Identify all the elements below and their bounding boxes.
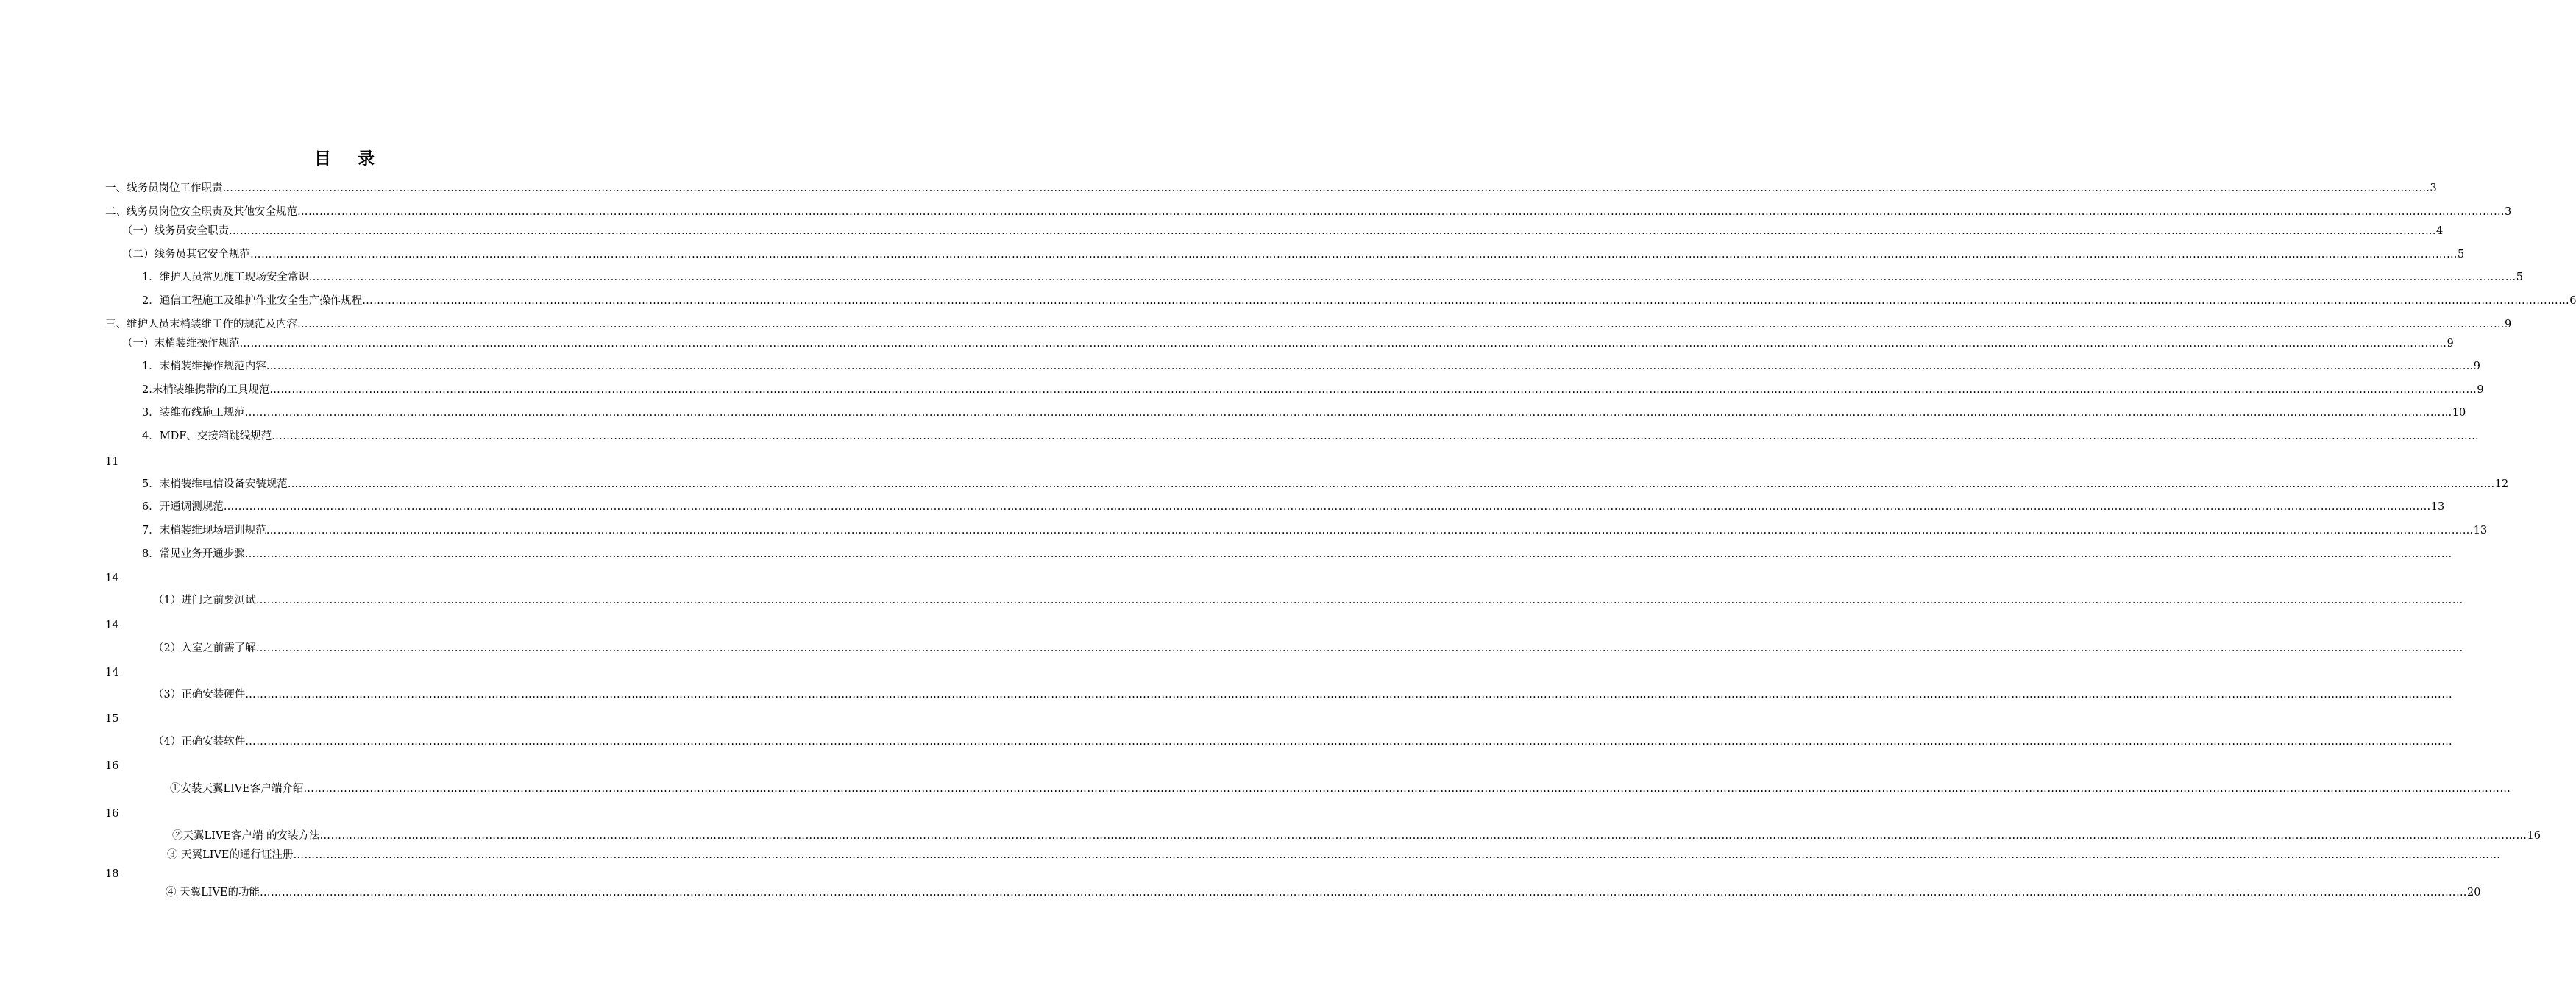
toc-entry-title: 二、线务员岗位安全职责及其他安全规范 xyxy=(105,206,297,218)
toc-entry[interactable] xyxy=(172,829,2541,843)
toc-entry-page: 14 xyxy=(105,620,119,631)
toc-entry-title: ④ 天翼LIVE的功能 xyxy=(166,887,260,898)
toc-dot-leader: …………………………………………………………………………………………………………………………………………………………………………………………………………………………………………………………………………………………………………………………………………………………………………………………………………………………………………………………………………………………………………………………………………………… xyxy=(266,361,2474,372)
toc-entry-title: 4．MDF、交接箱跳线规范 xyxy=(142,430,272,442)
toc-entry[interactable] xyxy=(105,317,2512,332)
toc-title: 目 录 xyxy=(313,149,385,169)
toc-dot-leader: …………………………………………………………………………………………………………………………………………………………………………………………………………………………………………………………………………………………………………………………………………………………………………………………………………………………………………………………………………………………………………………………………………………… xyxy=(245,736,2453,748)
toc-entry-page: 15 xyxy=(105,713,119,725)
toc-entry-title: 3．装维布线施工规范 xyxy=(142,407,245,419)
toc-dot-leader: …………………………………………………………………………………………………………………………………………………………………………………………………………………………………………………………………………………………………………………………………………………………………………………………………………………………………………………………………………………………………………………………………………………… xyxy=(260,887,2468,898)
toc-entry-page: 18 xyxy=(105,868,119,880)
toc-entry[interactable] xyxy=(142,429,2480,444)
toc-entry[interactable] xyxy=(105,181,2437,196)
toc-entry-page: 9 xyxy=(2477,384,2484,396)
toc-entry-page: 13 xyxy=(2430,501,2445,513)
toc-entry[interactable] xyxy=(142,294,2576,308)
toc-entry[interactable] xyxy=(142,523,2488,538)
toc-entry[interactable] xyxy=(142,359,2480,374)
toc-entry-title: 2.末梢装维携带的工具规范 xyxy=(142,384,270,396)
toc-entry-page: 9 xyxy=(2505,319,2512,330)
toc-entry[interactable] xyxy=(122,224,2444,238)
toc-entry-title: ①安装天翼LIVE客户端介绍 xyxy=(170,783,304,795)
toc-dot-leader: …………………………………………………………………………………………………………………………………………………………………………………………………………………………………………………………………………………………………………………………………………………………………………………………………………………………………………………………………………………………………………………………………………………… xyxy=(272,430,2480,442)
toc-entry[interactable] xyxy=(166,885,2481,900)
toc-entry-page: 14 xyxy=(105,667,119,678)
toc-entry-page: 14 xyxy=(105,573,119,584)
toc-dot-leader: …………………………………………………………………………………………………………………………………………………………………………………………………………………………………………………………………………………………………………………………………………………………………………………………………………………………………………………………………………………………………………………………………………………… xyxy=(287,478,2495,490)
toc-dot-leader: …………………………………………………………………………………………………………………………………………………………………………………………………………………………………………………………………………………………………………………………………………………………………………………………………………………………………………………………………………………………………………………………………………………… xyxy=(362,295,2570,307)
toc-dot-leader: …………………………………………………………………………………………………………………………………………………………………………………………………………………………………………………………………………………………………………………………………………………………………………………………………………………………………………………………………………………………………………………………………………………… xyxy=(303,783,2511,795)
toc-entry[interactable] xyxy=(142,270,2523,285)
toc-entry-title: （2）入室之前需了解 xyxy=(153,642,256,654)
toc-entry-page: 10 xyxy=(2452,407,2466,419)
toc-entry-title: 一、线务员岗位工作职责 xyxy=(105,182,223,194)
toc-dot-leader: …………………………………………………………………………………………………………………………………………………………………………………………………………………………………………………………………………………………………………………………………………………………………………………………………………………………………………………………………………………………………………………………………………………… xyxy=(229,225,2436,237)
toc-entry-page: 9 xyxy=(2447,338,2454,350)
toc-entry[interactable] xyxy=(170,781,2511,796)
toc-dot-leader: …………………………………………………………………………………………………………………………………………………………………………………………………………………………………………………………………………………………………………………………………………………………………………………………………………………………………………………………………………………………………………………………………………………… xyxy=(255,642,2463,654)
toc-entry-title: 1．末梢装维操作规范内容 xyxy=(142,361,266,372)
toc-dot-leader: …………………………………………………………………………………………………………………………………………………………………………………………………………………………………………………………………………………………………………………………………………………………………………………………………………………………………………………………………………………………………………………………………………………… xyxy=(250,249,2458,260)
toc-entry-page: 4 xyxy=(2436,225,2444,237)
toc-dot-leader: …………………………………………………………………………………………………………………………………………………………………………………………………………………………………………………………………………………………………………………………………………………………………………………………………………………………………………………………………………………………………………………………………………………… xyxy=(244,407,2452,419)
toc-entry-title: （3）正确安装硬件 xyxy=(153,689,246,701)
toc-entry-title: 5．末梢装维电信设备安装规范 xyxy=(142,478,288,490)
toc-entry-page: 11 xyxy=(105,456,119,468)
toc-entry[interactable] xyxy=(153,687,2453,702)
toc-entry[interactable] xyxy=(142,477,2509,492)
toc-dot-leader: …………………………………………………………………………………………………………………………………………………………………………………………………………………………………………………………………………………………………………………………………………………………………………………………………………………………………………………………………………………………………………………………………………………… xyxy=(297,206,2505,218)
toc-dot-leader: …………………………………………………………………………………………………………………………………………………………………………………………………………………………………………………………………………………………………………………………………………………………………………………………………………………………………………………………………………………………………………………………………………………… xyxy=(269,384,2477,396)
toc-entry-page: 20 xyxy=(2467,887,2481,898)
toc-entry-page: 5 xyxy=(2458,249,2465,260)
toc-entry[interactable] xyxy=(153,734,2453,749)
toc-entry-title: 三、维护人员末梢装维工作的规范及内容 xyxy=(105,319,297,330)
toc-entry[interactable] xyxy=(142,383,2484,397)
toc-entry-page: 9 xyxy=(2473,361,2480,372)
toc-entry[interactable] xyxy=(153,641,2463,656)
toc-entry-title: （1）进门之前要测试 xyxy=(153,595,256,606)
toc-entry[interactable] xyxy=(122,247,2465,262)
toc-entry-page: 3 xyxy=(2430,182,2437,194)
toc-dot-leader: …………………………………………………………………………………………………………………………………………………………………………………………………………………………………………………………………………………………………………………………………………………………………………………………………………………………………………………………………………………………………………………………………………………… xyxy=(266,525,2474,536)
toc-entry-title: 2．通信工程施工及维护作业安全生产操作规程 xyxy=(142,295,363,307)
toc-entry-title: （一）线务员安全职责 xyxy=(122,225,229,237)
toc-entry-page: 13 xyxy=(2473,525,2488,536)
toc-dot-leader: …………………………………………………………………………………………………………………………………………………………………………………………………………………………………………………………………………………………………………………………………………………………………………………………………………………………………………………………………………………………………………………………………………………… xyxy=(308,272,2516,283)
toc-entry[interactable] xyxy=(167,848,2501,862)
toc-dot-leader: …………………………………………………………………………………………………………………………………………………………………………………………………………………………………………………………………………………………………………………………………………………………………………………………………………………………………………………………………………………………………………………………………………………… xyxy=(244,548,2452,560)
toc-entry[interactable] xyxy=(142,547,2452,561)
toc-entry[interactable] xyxy=(153,593,2463,608)
toc-entry-page: 12 xyxy=(2494,478,2509,490)
toc-entry-page: 3 xyxy=(2505,206,2512,218)
toc-entry-title: （4）正确安装软件 xyxy=(153,736,246,748)
toc-entry[interactable] xyxy=(142,405,2466,420)
toc-entry-title: 8．常见业务开通步骤 xyxy=(142,548,245,560)
toc-entry-title: 1．维护人员常见施工现场安全常识 xyxy=(142,272,309,283)
toc-entry[interactable] xyxy=(122,336,2454,351)
toc-entry-page: 5 xyxy=(2516,272,2523,283)
toc-entry[interactable] xyxy=(142,500,2445,514)
toc-entry-page: 16 xyxy=(105,808,119,820)
toc-entry-title: ②天翼LIVE客户端 的安装方法 xyxy=(172,830,320,842)
toc-dot-leader: …………………………………………………………………………………………………………………………………………………………………………………………………………………………………………………………………………………………………………………………………………………………………………………………………………………………………………………………………………………………………………………………………………………… xyxy=(319,830,2527,842)
toc-entry-page: 6 xyxy=(2569,295,2576,307)
toc-dot-leader: …………………………………………………………………………………………………………………………………………………………………………………………………………………………………………………………………………………………………………………………………………………………………………………………………………………………………………………………………………………………………………………………………………………… xyxy=(297,319,2505,330)
toc-dot-leader: …………………………………………………………………………………………………………………………………………………………………………………………………………………………………………………………………………………………………………………………………………………………………………………………………………………………………………………………………………………………………………………………………………………… xyxy=(223,501,2431,513)
toc-entry-title: （一）末梢装维操作规范 xyxy=(122,338,240,350)
toc-entry-title: 7．末梢装维现场培训规范 xyxy=(142,525,266,536)
toc-dot-leader: …………………………………………………………………………………………………………………………………………………………………………………………………………………………………………………………………………………………………………………………………………………………………………………………………………………………………………………………………………………………………………………………………………………… xyxy=(239,338,2447,350)
toc-entry-page: 16 xyxy=(105,760,119,772)
toc-entry[interactable] xyxy=(105,205,2512,219)
toc-dot-leader: …………………………………………………………………………………………………………………………………………………………………………………………………………………………………………………………………………………………………………………………………………………………………………………………………………………………………………………………………………………………………………………………………………………… xyxy=(245,689,2453,701)
toc-entry-page: 16 xyxy=(2527,830,2541,842)
toc-entry-title: 6．开通调测规范 xyxy=(142,501,224,513)
toc-dot-leader: …………………………………………………………………………………………………………………………………………………………………………………………………………………………………………………………………………………………………………………………………………………………………………………………………………………………………………………………………………………………………………………………………………………… xyxy=(222,182,2430,194)
toc-entry-title: （二）线务员其它安全规范 xyxy=(122,249,250,260)
toc-dot-leader: …………………………………………………………………………………………………………………………………………………………………………………………………………………………………………………………………………………………………………………………………………………………………………………………………………………………………………………………………………………………………………………………………………………… xyxy=(255,595,2463,606)
toc-entry-title: ③ 天翼LIVE的通行证注册 xyxy=(167,849,294,861)
toc-dot-leader: …………………………………………………………………………………………………………………………………………………………………………………………………………………………………………………………………………………………………………………………………………………………………………………………………………………………………………………………………………………………………………………………………………………… xyxy=(293,849,2501,861)
